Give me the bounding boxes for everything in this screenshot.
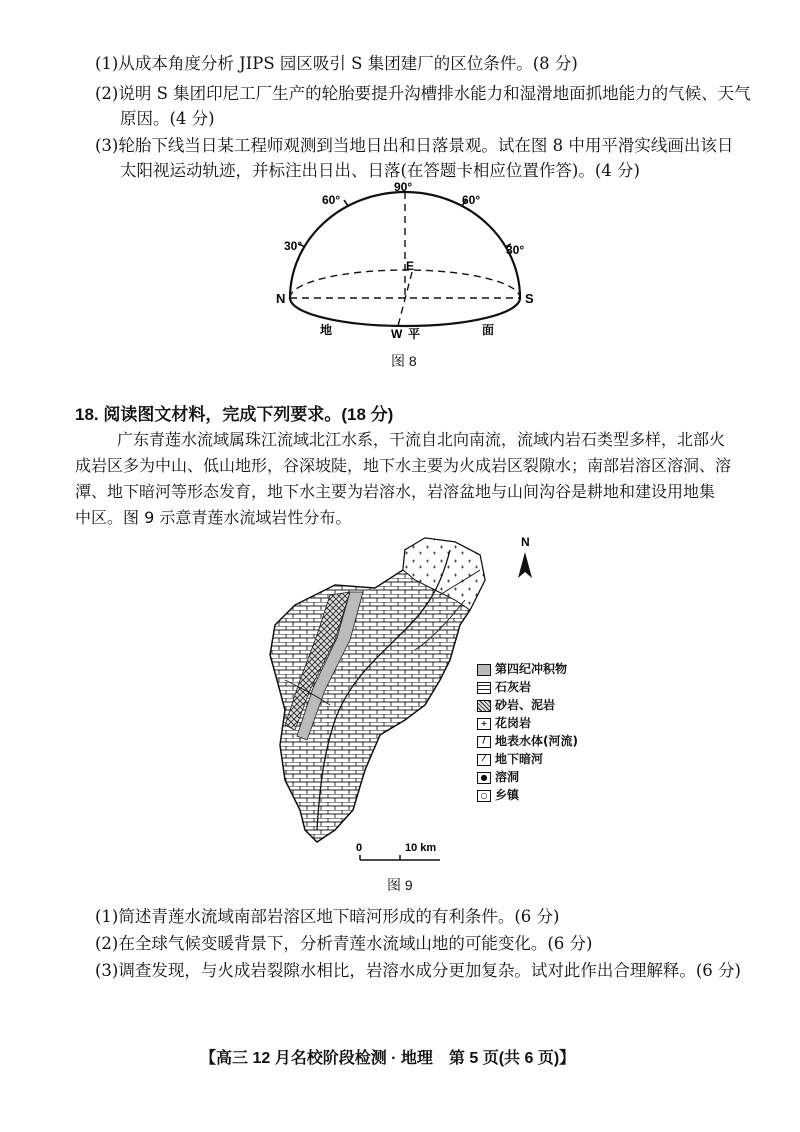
label-ground-2: 平	[408, 327, 421, 341]
label-west: W	[391, 327, 403, 341]
legend-granite: + 花岗岩	[477, 714, 531, 731]
label-ground-3: 面	[482, 323, 495, 337]
label-east: E	[406, 259, 415, 273]
cave-swatch-icon: ●	[477, 772, 491, 784]
scale-label: 10 km	[405, 842, 437, 854]
q17-item-3-cont: 太阳视运动轨迹，并标注出日出、日落(在答题卡相应位置作答)。(4 分)	[120, 161, 640, 180]
label-left-30: 30°	[284, 239, 303, 253]
figure-9-caption: 图 9	[387, 877, 413, 893]
horizon-front	[290, 298, 520, 326]
q17-item-2: (2)说明 S 集团印尼工厂生产的轮胎要提升沟槽排水能力和湿滑地面抓地能力的气候、天气	[95, 84, 751, 103]
q18-question-2: (2)在全球气候变暖背景下，分析青莲水流域山地的可能变化。(6 分)	[95, 934, 593, 953]
passage-line-3: 潭、地下暗河等形态发育，地下水主要为岩溶水，岩溶盆地与山间沟谷是耕地和建设用地集	[75, 482, 716, 501]
q17-item-3: (3)轮胎下线当日某工程师观测到当地日出和日落景观。试在图 8 中用平滑实线画出该日	[95, 136, 734, 155]
q18-passage	[75, 427, 755, 531]
legend-underground-river: ⁄ 地下暗河	[477, 750, 543, 767]
q17-item-2-cont: 原因。(4 分)	[120, 109, 215, 128]
legend-alluvium: 第四纪冲积物	[477, 660, 567, 677]
q18-question-1: (1)简述青莲水流域南部岩溶区地下暗河形成的有利条件。(6 分)	[95, 907, 560, 926]
passage-line-1: 广东青莲水流域属珠江流域北江水系，干流自北向南流，流域内岩石类型多样，北部火	[117, 430, 726, 449]
legend-town: ○ 乡镇	[477, 786, 519, 803]
town-swatch-icon: ○	[477, 790, 491, 802]
figure-8-caption: 图 8	[391, 353, 417, 369]
label-90: 90°	[394, 180, 413, 194]
scale-zero: 0	[356, 842, 363, 854]
q18-question-3: (3)调查发现，与火成岩裂隙水相比，岩溶水成分更加复杂。试对此作出合理解释。(6 分)	[95, 961, 741, 980]
alluvium-swatch-icon	[477, 664, 491, 676]
legend-cave: ● 溶洞	[477, 768, 519, 785]
legend-limestone: 石灰岩	[477, 678, 531, 695]
sandstone-swatch-icon	[477, 700, 491, 712]
label-left-60: 60°	[322, 193, 341, 207]
limestone-swatch-icon	[477, 682, 491, 694]
passage-line-2: 成岩区多为中山、低山地形，谷深坡陡，地下水主要为火成岩区裂隙水；南部岩溶区溶洞、溶	[75, 456, 732, 475]
label-south: S	[525, 291, 534, 306]
q18-title: 18. 阅读图文材料，完成下列要求。(18 分)	[75, 405, 394, 424]
label-north: N	[276, 291, 286, 306]
north-arrow-icon	[518, 552, 532, 578]
north-label: N	[521, 535, 530, 549]
label-ground-1: 地	[320, 323, 333, 337]
tick-left-60	[344, 200, 348, 206]
legend-surface-water: / 地表水体(河流)	[477, 732, 578, 749]
passage-line-4: 中区。图 9 示意青莲水流域岩性分布。	[75, 508, 352, 527]
underground-river-swatch-icon: ⁄	[477, 754, 491, 766]
granite-swatch-icon: +	[477, 718, 491, 730]
q17-item-1: (1)从成本角度分析 JIPS 园区吸引 S 集团建厂的区位条件。(8 分)	[95, 54, 578, 73]
page-footer: 【高三 12 月名校阶段检测 · 地理 第 5 页(共 6 页)】	[200, 1050, 576, 1067]
figure-8-hemisphere	[270, 180, 540, 350]
label-right-30: 30°	[506, 243, 525, 257]
label-right-60: 60°	[462, 193, 481, 207]
legend-sandstone: 砂岩、泥岩	[477, 696, 555, 713]
surface-water-swatch-icon: /	[477, 736, 491, 748]
